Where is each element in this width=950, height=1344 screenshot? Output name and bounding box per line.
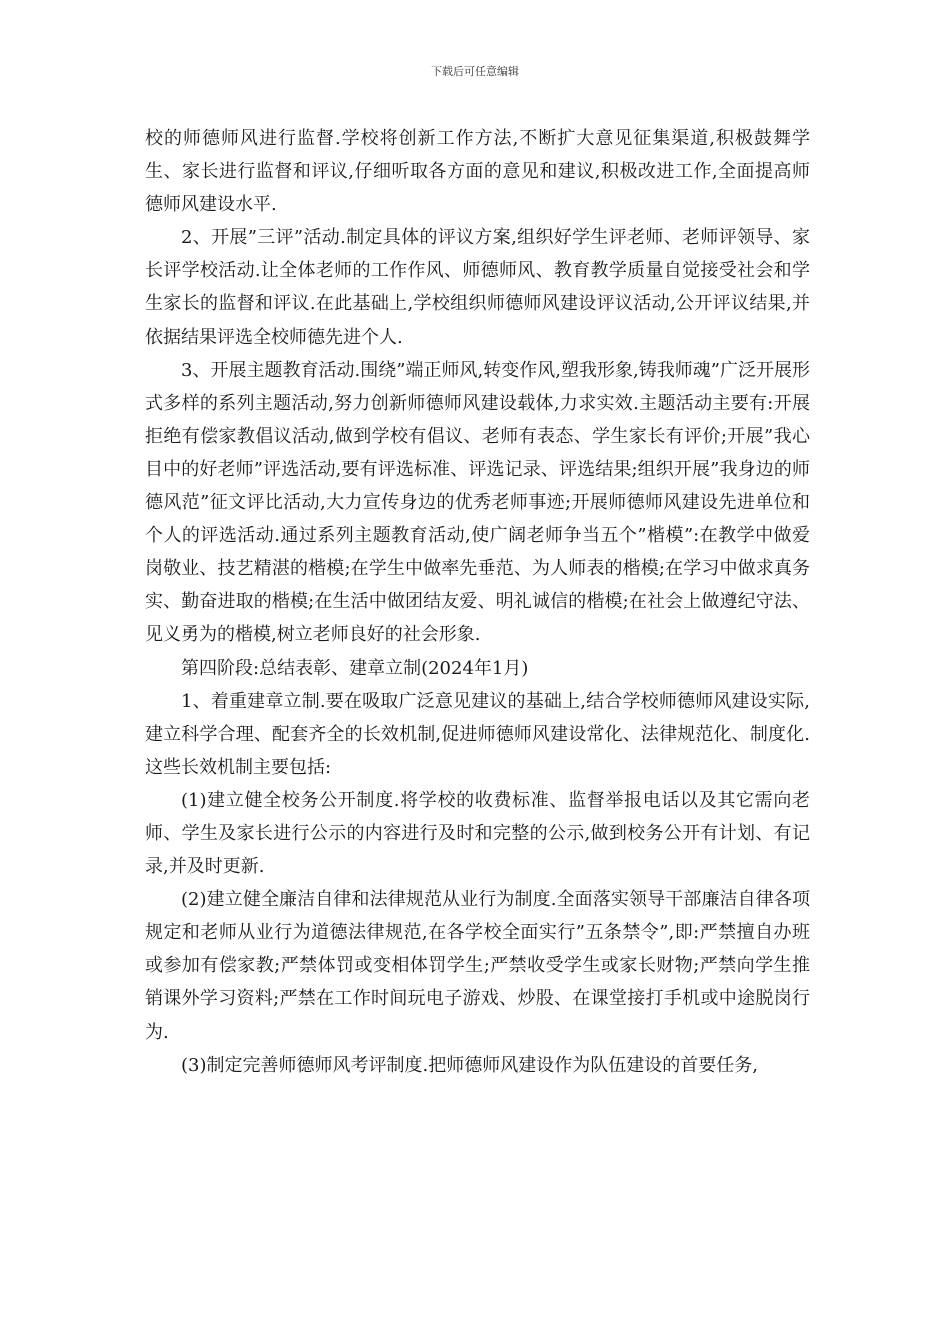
paragraph: 3、开展主题教育活动.围绕”端正师风,转变作风,塑我形象,铸我师魂”广泛开展形式多样的系列主题活动,努力创新师德师风建设载体,力求实效.主题活动主要有:开展拒绝有偿家教倡议活动,做到学校有倡议、老师有表态、学生家长有评价;开展”我心目中的好老师”评选活动,要有评选标准、评选记录、评选结果;组织开展”我身边的师德风范”征文评比活动,大力宣传身边的优秀老师事迹;开展师德师风建设先进单位和个人的评选活动.通过系列主题教育活动,使广阔老师争当五个”楷模”:在教学中做爱岗敬业、技艺精湛的楷模;在学生中做率先垂范、为人师表的楷模;在学习中做求真务实、勤奋进取的楷模;在生活中做团结友爱、明礼诚信的楷模;在社会上做遵纪守法、见义勇为的楷模,树立老师良好的社会形象. bbox=[145, 359, 811, 646]
paragraph: 1、着重建章立制.要在吸取广泛意见建议的基础上,结合学校师德师风建设实际,建立科学合理、配套齐全的长效机制,促进师德师风建设常化、法律规范化、制度化.这些长效机制主要包括: bbox=[145, 690, 810, 778]
paragraph: (3)制定完善师德师风考评制度.把师德师风建设作为队伍建设的首要任务, bbox=[181, 1054, 758, 1076]
page-header: 下载后可任意编辑 bbox=[431, 65, 519, 78]
section-heading: 第四阶段:总结表彰、建章立制(2024年1月) bbox=[181, 657, 529, 679]
paragraph: 2、开展”三评”活动.制定具体的评议方案,组织好学生评老师、老师评领导、家长评学校活动.让全体老师的工作作风、师德师风、教育教学质量自觉接受社会和学生家长的监督和评议.在此基础上,学校组织师德师风建设评议活动,公开评议结果,并依据结果评选全校师德先进个人. bbox=[145, 227, 810, 348]
paragraph: 校的师德师风进行监督.学校将创新工作方法,不断扩大意见征集渠道,积极鼓舞学生、家长进行监督和评议,仔细听取各方面的意见和建议,积极改进工作,全面提高师德师风建设水平. bbox=[145, 128, 810, 216]
paragraph: (1)建立健全校务公开制度.将学校的收费标准、监督举报电话以及其它需向老师、学生及家长进行公示的内容进行及时和完整的公示,做到校务公开有计划、有记录,并及时更新. bbox=[145, 789, 810, 878]
document-body bbox=[145, 122, 810, 1082]
paragraph: (2)建立健全廉洁自律和法律规范从业行为制度.全面落实领导干部廉洁自律各项规定和老师从业行为道德法律规范,在各学校全面实行”五条禁令”,即:严禁擅自办班或参加有偿家教;严禁体罚或变相体罚学生;严禁收受学生或家长财物;严禁向学生推销课外学习资料;严禁在工作时间玩电子游戏、炒股、在课堂接打手机或中途脱岗行为. bbox=[145, 889, 810, 1043]
